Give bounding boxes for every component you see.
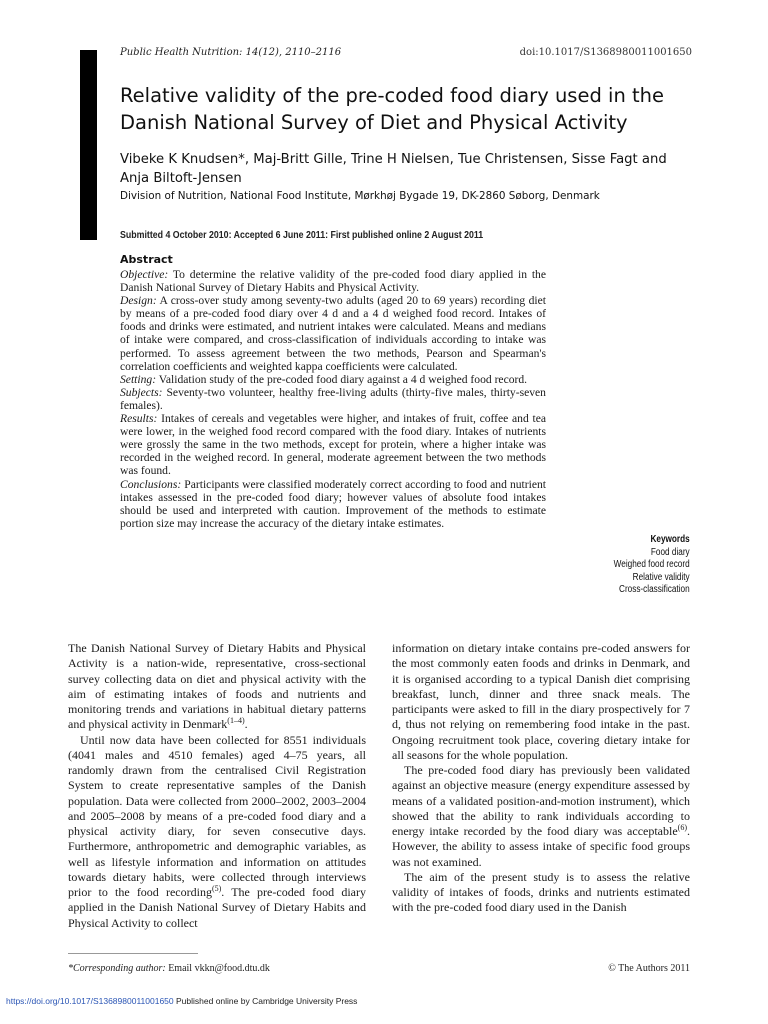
body-paragraph: Until now data have been collected for 8551 individuals (4041 males and 4510 females) aged 4–75 years, all randomly drawn from the centralised Civil Registration System to create representative samples of the Danish population. Data were collected from 2000–2002, 2003–2004 and 2005–2008 by means of a pre-coded food diary and a physical activity diary, for seven consecutive days. Furthermore, anthropometric and demographic variables, as well as lifestyle information and information on attitudes towards dietary habits, were collected through interviews prior to the food recording$^{(5)}$. The pre-coded food diary applied in the Danish National Survey of Dietary Habits and Physical Activity to collect [68,732,366,930]
abstract-body [120,268,546,530]
footnote-divider [68,953,198,954]
reference-marker[interactable]: (5) [211,884,222,893]
keywords-heading: Keywords [650,534,690,545]
submission-dates: Submitted 4 October 2010: Accepted 6 June 2011: First published online 2 August 2011 [120,230,484,241]
author-line-1: Vibeke K Knudsen*, Maj-Britt Gille, Trine H Nielsen, Tue Christensen, Sisse Fagt and [120,152,667,167]
abstract-design: Design: A cross-over study among seventy-two adults (aged 20 to 69 years) recording diet by means of a pre-coded food diary over 4 d and a 4 d weighed food record. Intakes of foods and drinks were estimated, and nutrient intakes were calculated. Means and medians of intake were compared, and cross-classification of individuals according to intake was performed. To assess agreement between the two methods, Pearson and Spearman's correlation coefficients and weighted kappa coefficients were calculated. [120,294,547,373]
journal-side-bar [80,50,97,240]
reference-marker[interactable]: (6) [677,823,687,832]
affiliation: Division of Nutrition, National Food Institute, Mørkhøj Bygade 19, DK-2860 Søborg, Denmark [120,190,600,202]
keyword-item: Food diary [651,546,690,558]
keyword-item: Weighed food record [614,559,690,571]
abstract-results: Results: Intakes of cereals and vegetables were higher, and intakes of fruit, coffee and tea were lower, in the weighed food record compared with the food diary. Intakes of nutrients were grossly the same in the two methods, except for protein, where a higher intake was recorded in the weighed record. In general, moderate agreement between the two methods was found. [120,412,546,478]
doi-link[interactable]: https://doi.org/10.1017/S1368980011001650 [6,996,174,1006]
body-paragraph: information on dietary intake contains pre-coded answers for the most commonly eaten foods and drinks in Denmark, and it is organised according to a typical Danish diet comprising breakfast, lunch, dinner and three snack meals. The participants were asked to fill in the diary prospectively for 7 d, thus not relying on remembering food intake in the past. Ongoing recruitment took place, covering dietary intake for all seasons for the whole population. [392,641,690,762]
body-paragraph: The aim of the present study is to assess the relative validity of intakes of foods, drinks and nutrients estimated with the pre-coded food diary used in the Danish [392,869,690,915]
keyword-item: Cross-classification [619,584,690,596]
abstract-subjects: Subjects: Seventy-two volunteer, healthy free-living adults (thirty-five males, thirty-seven females). [120,385,546,412]
abstract-setting: Setting: Validation study of the pre-coded food diary against a 4 d weighed food record. [120,372,528,386]
copyright-notice: © The Authors 2011 [608,963,690,974]
publisher-footer [6,996,357,1006]
abstract-objective: Objective: To determine the relative validity of the pre-coded food diary applied in the Danish National Survey of Dietary Habits and Physical Activity. [120,268,546,295]
body-column-left [68,641,366,931]
reference-marker[interactable]: (1–4) [227,716,245,726]
author-list [120,150,710,188]
journal-citation: Public Health Nutrition: 14(12), 2110–2116 [120,47,342,58]
corresponding-author-note: *Corresponding author: Email vkkn@food.dtu.dk [68,963,270,974]
body-column-right [392,641,690,916]
abstract-conclusions: Conclusions: Participants were classified moderately correct according to food and nutrient intakes assessed in the pre-coded food diary; however values of absolute food intakes should be used and interpreted with caution. Improvement of the methods to estimate portion size may increase the accuracy of the dietary intake estimates. [120,477,547,530]
author-line-2: Anja Biltoft-Jensen [120,171,242,186]
keyword-item: Relative validity [633,571,690,583]
publisher-note: Published online by Cambridge University Press [173,996,358,1006]
abstract-heading: Abstract [120,253,173,266]
keywords-box [614,534,690,597]
body-paragraph: The pre-coded food diary has previously been validated against an objective measure (energy expenditure assessed by means of a validated position-and-motion instrument), which showed that the ability to rank individuals according to energy intake recorded by the food diary was acceptable$^{(6)}$. However, the ability to assess intake of specific food groups was not examined. [392,763,690,869]
article-title: Relative validity of the pre-coded food diary used in the Danish National Survey of Diet and Physical Activity [120,84,665,134]
body-paragraph: The Danish National Survey of Dietary Habits and Physical Activity is a nation-wide, representative, cross-sectional survey collecting data on diet and physical activity with the aim of estimating intakes of foods and nutrients and monitoring trends and variations in habitual dietary patterns and physical activity in Denmark$^{(1-4)}$. [68,641,366,732]
article-doi: doi:10.1017/S1368980011001650 [519,47,692,58]
